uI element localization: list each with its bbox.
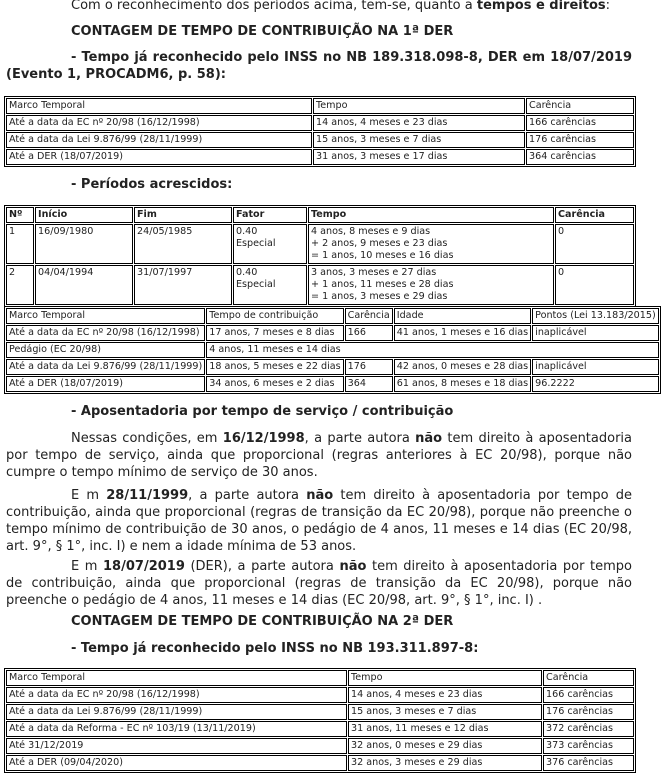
table-header-row	[6, 207, 634, 223]
table-cell	[233, 265, 307, 305]
table-cell: 0	[555, 224, 634, 264]
time-line: 3 anos, 3 meses e 27 dias	[311, 267, 437, 278]
table-cell: 18 anos, 5 meses e 22 dias	[206, 359, 343, 375]
para-text: Nessas condições, em	[71, 431, 223, 446]
table-cell: Até a DER (18/07/2019)	[6, 149, 312, 165]
para-text: tem direito à aposentadoria por tempo de contribuição, ainda que proporcional (regras de transição da EC 20/98), porque não preenche o tempo mínimo de contribuição de 30 anos, o pedágio de 4 anos, 11 meses e 14 dias (EC 20/98, art. 9°, § 1°, inc. I) e nem a idade mínima de 53 anos.	[6, 488, 632, 554]
header-cell: Marco Temporal	[6, 308, 205, 324]
table-cell: 0	[555, 265, 634, 305]
header-cell: Fim	[134, 207, 232, 223]
table-cell: 14 anos, 4 meses e 23 dias	[348, 687, 542, 703]
table-cell: 24/05/1985	[134, 224, 232, 264]
header-cell: Carência	[526, 98, 634, 114]
header-cell: Pontos (Lei 13.183/2015)	[532, 308, 659, 324]
table-row	[6, 132, 634, 148]
table-cell	[308, 265, 554, 305]
time-line: 4 anos, 8 meses e 9 dias	[311, 226, 431, 237]
header-cell: Carência	[555, 207, 634, 223]
table-row	[6, 376, 659, 392]
der2-recognized-table	[4, 668, 636, 773]
table-header-row	[6, 98, 634, 114]
table-cell: 372 carências	[543, 721, 634, 737]
header-cell: Carência	[543, 670, 634, 686]
der1-recognized-title: - Tempo já reconhecido pelo INSS no NB 189.318.098-8, DER em 18/07/2019 (Evento 1, PROCADM6, p. 58):	[6, 50, 632, 82]
intro-text	[71, 0, 631, 14]
time-line: + 2 anos, 9 meses e 23 dias	[311, 238, 448, 249]
para-text: , a parte autora	[188, 488, 307, 503]
table-row	[6, 325, 659, 341]
table-row	[6, 359, 659, 375]
table-row	[6, 224, 634, 264]
header-cell: Tempo	[308, 207, 554, 223]
factor-type: Especial	[236, 238, 276, 249]
table-cell: 32 anos, 3 meses e 29 dias	[348, 755, 542, 771]
table-cell: 1	[6, 224, 34, 264]
table-cell: 31 anos, 11 meses e 12 dias	[348, 721, 542, 737]
intro-bold: tempos e direitos	[476, 0, 606, 13]
table-cell: 15 anos, 3 meses e 7 dias	[313, 132, 525, 148]
table-row	[6, 738, 634, 754]
table-cell: 4 anos, 11 meses e 14 dias	[206, 342, 658, 358]
header-cell: Tempo	[313, 98, 525, 114]
table-cell: Até a data da Lei 9.876/99 (28/11/1999)	[6, 132, 312, 148]
header-cell: Tempo	[348, 670, 542, 686]
table-row	[6, 149, 634, 165]
table-cell: Até a data da Reforma - EC nº 103/19 (13/11/2019)	[6, 721, 347, 737]
para-negation: não	[306, 488, 334, 503]
table-cell: 31/07/1997	[134, 265, 232, 305]
table-row	[6, 704, 634, 720]
table-cell: inaplicável	[532, 359, 659, 375]
intro-pre: Com o reconhecimento dos períodos acima, tem-se, quanto a	[71, 0, 473, 13]
para-text: E m	[71, 488, 107, 503]
para-date: 18/07/2019	[103, 559, 185, 574]
header-cell: Tempo de contribuição	[206, 308, 343, 324]
table-cell: 364	[345, 376, 393, 392]
para-date: 16/12/1998	[222, 431, 305, 446]
time-line: = 1 anos, 3 meses e 29 dias	[311, 291, 448, 302]
table-cell: Pedágio (EC 20/98)	[6, 342, 205, 358]
table-cell: 16/09/1980	[35, 224, 133, 264]
table-row	[6, 687, 634, 703]
table-cell: 42 anos, 0 meses e 28 dias	[394, 359, 531, 375]
table-cell: 2	[6, 265, 34, 305]
para-text: E m	[71, 559, 104, 574]
table-cell: 34 anos, 6 meses e 2 dias	[206, 376, 343, 392]
header-cell: Carência	[345, 308, 393, 324]
para-text: , a parte autora	[304, 431, 416, 446]
factor-type: Especial	[236, 279, 276, 290]
table-cell: 364 carências	[526, 149, 634, 165]
table-cell: inaplicável	[532, 325, 659, 341]
table-cell: 96.2222	[532, 376, 659, 392]
table-cell: 176 carências	[543, 704, 634, 720]
table-row	[6, 755, 634, 771]
para-negation: não	[415, 431, 443, 446]
table-header-row	[6, 670, 634, 686]
der1-heading: CONTAGEM DE TEMPO DE CONTRIBUIÇÃO NA 1ª DER	[71, 24, 454, 39]
pedagio-row	[6, 342, 659, 358]
table-cell: 41 anos, 1 meses e 16 dias	[394, 325, 531, 341]
table-cell: Até a data da EC nº 20/98 (16/12/1998)	[6, 687, 347, 703]
header-cell: Marco Temporal	[6, 98, 312, 114]
der2-recognized-title: - Tempo já reconhecido pelo INSS no NB 193.311.897-8:	[71, 641, 479, 656]
aposentadoria-title: - Aposentadoria por tempo de serviço / contribuição	[71, 404, 454, 419]
time-line: = 1 anos, 10 meses e 16 dias	[311, 250, 454, 261]
table-cell: 373 carências	[543, 738, 634, 754]
table-cell: 166 carências	[526, 115, 634, 131]
table-cell: 17 anos, 7 meses e 8 dias	[206, 325, 343, 341]
table-row	[6, 721, 634, 737]
header-cell: Marco Temporal	[6, 670, 347, 686]
table-cell: Até a data da EC nº 20/98 (16/12/1998)	[6, 325, 205, 341]
table-cell: 04/04/1994	[35, 265, 133, 305]
factor-value: 0.40	[236, 226, 258, 237]
paragraph-2	[6, 487, 632, 555]
periods-table	[4, 205, 636, 307]
table-cell: 376 carências	[543, 755, 634, 771]
table-row	[6, 115, 634, 131]
table-cell	[308, 224, 554, 264]
table-cell: 61 anos, 8 meses e 18 dias	[394, 376, 531, 392]
paragraph-1	[6, 430, 632, 481]
para-text: tem direito à aposentadoria por tempo de serviço, ainda que proporcional (regras anteriores à EC 20/98), porque não cumpre o tempo mínimo de serviço de 30 anos.	[6, 431, 632, 480]
header-cell: Idade	[394, 308, 531, 324]
table-cell: Até a DER (09/04/2020)	[6, 755, 347, 771]
table-cell: 31 anos, 3 meses e 17 dias	[313, 149, 525, 165]
table-header-row	[6, 308, 659, 324]
para-negation: não	[339, 559, 367, 574]
header-cell: Fator	[233, 207, 307, 223]
header-cell: Nº	[6, 207, 34, 223]
der2-heading: CONTAGEM DE TEMPO DE CONTRIBUIÇÃO NA 2ª DER	[71, 614, 454, 629]
paragraph-3	[6, 558, 632, 609]
summary-table	[4, 306, 661, 394]
factor-value: 0.40	[236, 267, 258, 278]
table-cell: Até a data da Lei 9.876/99 (28/11/1999)	[6, 359, 205, 375]
table-cell: Até a DER (18/07/2019)	[6, 376, 205, 392]
table-cell: Até a data da EC nº 20/98 (16/12/1998)	[6, 115, 312, 131]
para-text: (DER), a parte autora	[184, 559, 340, 574]
table-cell: 176	[345, 359, 393, 375]
der1-added-title: - Períodos acrescidos:	[71, 177, 233, 192]
intro-post: :	[605, 0, 611, 13]
time-line: + 1 anos, 11 meses e 28 dias	[311, 279, 454, 290]
table-cell	[233, 224, 307, 264]
table-row	[6, 265, 634, 305]
table-cell: 176 carências	[526, 132, 634, 148]
der1-recognized-table	[4, 96, 636, 167]
table-cell: 14 anos, 4 meses e 23 dias	[313, 115, 525, 131]
para-date: 28/11/1999	[106, 488, 189, 503]
table-cell: 166 carências	[543, 687, 634, 703]
table-cell: Até 31/12/2019	[6, 738, 347, 754]
table-cell: Até a data da Lei 9.876/99 (28/11/1999)	[6, 704, 347, 720]
para-text: tem direito à aposentadoria por tempo de contribuição, ainda que proporcional (regras de transição da EC 20/98), porque não preenche o pedágio de 4 anos, 11 meses e 14 dias (EC 20/98, art. 9°, § 1°, inc. I) .	[6, 559, 632, 608]
table-cell: 166	[345, 325, 393, 341]
header-cell: Início	[35, 207, 133, 223]
table-cell: 32 anos, 0 meses e 29 dias	[348, 738, 542, 754]
table-cell: 15 anos, 3 meses e 7 dias	[348, 704, 542, 720]
